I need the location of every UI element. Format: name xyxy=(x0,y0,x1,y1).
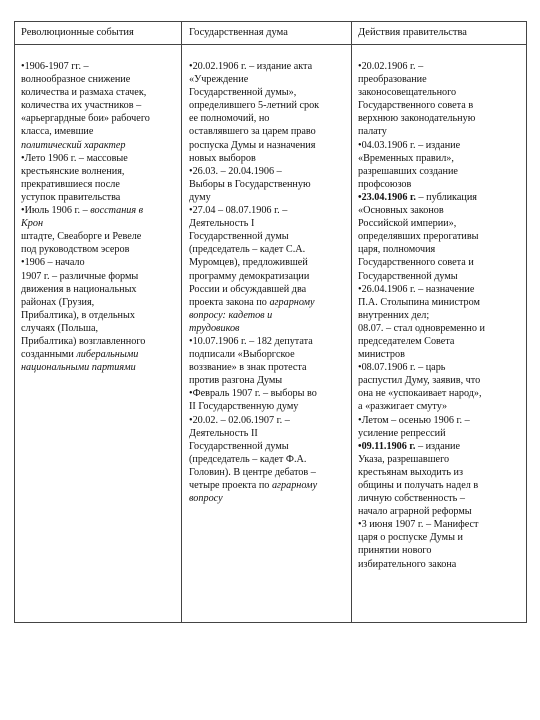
text-line xyxy=(189,309,319,322)
text-line xyxy=(189,270,319,283)
text-run: определявших прерогативы xyxy=(358,231,479,243)
text-run: II Государственную думу xyxy=(189,401,299,413)
text-line xyxy=(21,296,150,309)
text-line xyxy=(21,322,150,335)
text-run: либеральными xyxy=(76,349,139,361)
text-run: председателем Совета xyxy=(358,335,455,347)
text-run: •26.04.1906 г. – назначение xyxy=(358,283,475,295)
text-line xyxy=(189,191,319,204)
text-line xyxy=(358,217,485,230)
text-line xyxy=(358,335,485,348)
text-line xyxy=(189,217,319,230)
text-run: Государственной думы xyxy=(189,440,289,452)
text-line xyxy=(189,152,319,165)
text-line xyxy=(358,361,485,374)
text-line xyxy=(189,230,319,243)
text-run: новых выборов xyxy=(189,152,256,164)
text-run: усиление репрессий xyxy=(358,427,446,439)
text-line xyxy=(189,479,319,492)
text-line xyxy=(21,152,150,165)
text-run: волнообразное снижение xyxy=(21,74,131,86)
text-line xyxy=(189,348,319,361)
text-line xyxy=(189,243,319,256)
text-line xyxy=(21,178,150,191)
text-line xyxy=(189,466,319,479)
text-run: восстания в xyxy=(90,205,144,217)
text-line xyxy=(358,440,485,453)
text-run: – издание xyxy=(415,440,461,452)
text-line xyxy=(189,283,319,296)
text-run: •Летом – осенью 1906 г. – xyxy=(358,414,470,426)
text-line xyxy=(189,387,319,400)
text-run: внутренних дел; xyxy=(358,309,430,321)
text-line xyxy=(358,374,485,387)
text-run: •Февраль 1907 г. – выборы во xyxy=(189,388,317,400)
text-line xyxy=(358,112,485,125)
text-run: она не «успокаивает народ», xyxy=(358,388,482,400)
text-line xyxy=(189,60,319,73)
text-run: «Временных правил», xyxy=(358,152,454,164)
text-run: «арьергардные бои» рабочего xyxy=(21,113,150,125)
text-line xyxy=(358,453,485,466)
text-run: Выборы в Государственную xyxy=(189,178,311,190)
text-line xyxy=(358,387,485,400)
text-run: •23.04.1906 г. xyxy=(358,191,416,203)
text-line xyxy=(358,296,485,309)
text-run: количества их участников – xyxy=(21,100,142,112)
text-run: а «разжигает смуту» xyxy=(358,401,448,413)
text-run: аграрному xyxy=(271,480,318,491)
text-run: распустил Думу, заявив, что xyxy=(358,375,481,387)
text-line xyxy=(21,230,150,243)
text-run: •04.03.1906 г. – издание xyxy=(358,139,461,151)
text-line xyxy=(189,414,319,427)
text-line xyxy=(189,178,319,191)
text-line xyxy=(189,125,319,138)
text-line xyxy=(358,86,485,99)
text-line xyxy=(21,112,150,125)
text-run: •Июль 1906 г. – xyxy=(21,205,91,217)
text-line xyxy=(21,139,150,152)
column-divider xyxy=(351,22,352,622)
text-run: царя, полномочия xyxy=(358,244,436,256)
text-run: Прибалтика) возглавленного xyxy=(21,335,146,347)
text-line xyxy=(358,309,485,322)
text-line xyxy=(189,204,319,217)
text-line xyxy=(358,505,485,518)
text-line xyxy=(21,217,150,230)
text-line xyxy=(21,191,150,204)
text-line xyxy=(189,165,319,178)
text-run: четыре проекта по xyxy=(189,480,272,491)
history-table xyxy=(14,21,527,623)
text-line xyxy=(21,243,150,256)
text-run: России и обсуждавшей два xyxy=(189,283,307,295)
text-line xyxy=(358,99,485,112)
text-run: созданными xyxy=(21,349,77,361)
text-run: •1906 – начало xyxy=(21,257,85,269)
text-line xyxy=(21,125,150,138)
text-run: определившего 5-летний срок xyxy=(189,100,320,112)
text-line xyxy=(358,322,485,335)
text-line xyxy=(189,335,319,348)
text-run: избирательного закона xyxy=(358,558,457,570)
text-run: вопросу xyxy=(189,493,223,505)
text-run: министров xyxy=(358,349,405,361)
column-header: Революционные события xyxy=(21,27,134,38)
text-line xyxy=(358,544,485,557)
text-run: под руководством эсеров xyxy=(21,244,130,256)
column-body xyxy=(358,60,485,571)
text-run: •08.07.1906 г. – царь xyxy=(358,362,446,374)
text-run: законосовещательного xyxy=(358,87,457,99)
text-line xyxy=(358,230,485,243)
column-header: Государственная дума xyxy=(189,27,288,38)
text-run: думу xyxy=(189,191,211,203)
text-line xyxy=(21,283,150,296)
text-run: роспуска Думы и назначения xyxy=(189,139,316,151)
text-line xyxy=(358,531,485,544)
text-run: принятии нового xyxy=(358,545,432,557)
text-line xyxy=(358,60,485,73)
text-line xyxy=(358,204,485,217)
text-run: Муромцев), предложившей xyxy=(189,257,308,269)
text-line xyxy=(358,427,485,440)
text-run: Прибалтика), в отдельных xyxy=(21,309,135,321)
text-run: программу демократизации xyxy=(189,270,310,282)
text-run: царя о роспуске Думы и xyxy=(358,532,463,544)
text-run: крестьянские волнения, xyxy=(21,165,125,177)
text-line xyxy=(358,466,485,479)
text-line xyxy=(358,191,485,204)
text-run: Государственного совета в xyxy=(358,100,474,112)
text-run: воззвание» в знак протеста xyxy=(189,362,307,374)
text-run: •20.02.1906 г. – издание акта xyxy=(189,61,313,72)
text-line xyxy=(189,86,319,99)
text-line xyxy=(358,492,485,505)
text-line xyxy=(189,440,319,453)
text-run: 1907 г. – различные формы xyxy=(21,270,139,282)
text-run: движения в национальных xyxy=(21,283,137,295)
text-run: подписали «Выборгское xyxy=(189,349,295,361)
text-line xyxy=(358,73,485,86)
text-line xyxy=(21,256,150,269)
text-run: личную собственность – xyxy=(358,493,465,505)
text-run: класса, имевшие xyxy=(21,126,94,138)
text-line xyxy=(189,99,319,112)
text-run: Деятельность I xyxy=(189,218,255,230)
column-divider xyxy=(181,22,182,622)
text-run: (председатель – кадет Ф.А. xyxy=(189,453,307,465)
text-line xyxy=(358,256,485,269)
text-line xyxy=(189,256,319,269)
text-run: преобразование xyxy=(358,74,427,86)
text-line xyxy=(189,112,319,125)
text-line xyxy=(189,139,319,152)
text-run: •10.07.1906 г. – 182 депутата xyxy=(189,335,313,347)
text-line xyxy=(358,270,485,283)
text-line xyxy=(189,374,319,387)
text-run: Указа, разрешавшего xyxy=(358,453,450,465)
text-run: 08.07. – стал одновременно и xyxy=(358,322,485,334)
text-run: •20.02.1906 г. – xyxy=(358,61,424,72)
text-line xyxy=(21,348,150,361)
text-run: Деятельность II xyxy=(189,427,258,439)
text-run: количества и размаха стачек, xyxy=(21,87,147,99)
text-line xyxy=(21,270,150,283)
text-run: случаях (Польша, xyxy=(21,322,99,334)
text-run: крестьянам выходить из xyxy=(358,466,464,478)
column-header: Действия правительства xyxy=(358,27,467,38)
text-line xyxy=(21,204,150,217)
text-line xyxy=(21,86,150,99)
text-line xyxy=(189,296,319,309)
text-line xyxy=(358,139,485,152)
text-run: Крон xyxy=(21,218,44,230)
text-line xyxy=(189,73,319,86)
text-line xyxy=(21,361,150,374)
text-line xyxy=(358,400,485,413)
text-run: •3 июня 1907 г. – Манифест xyxy=(358,519,479,531)
text-line xyxy=(189,453,319,466)
text-run: верхнюю законодательную xyxy=(358,113,476,125)
text-run: Государственной думы xyxy=(189,231,289,243)
text-run: •27.04 – 08.07.1906 г. – xyxy=(189,205,288,217)
text-run: штадте, Свеаборге и Ревеле xyxy=(21,231,142,243)
text-line xyxy=(358,479,485,492)
text-run: – публикация xyxy=(415,191,477,203)
text-run: •20.02. – 02.06.1907 г. – xyxy=(189,414,290,426)
text-run: вопросу: кадетов и xyxy=(189,309,273,321)
text-line xyxy=(21,99,150,112)
text-line xyxy=(189,427,319,440)
text-line xyxy=(189,361,319,374)
text-run: Государственной думы xyxy=(358,270,458,282)
text-run: политический характер xyxy=(21,139,126,151)
text-line xyxy=(21,60,150,73)
text-line xyxy=(358,558,485,571)
text-run: •1906-1907 гг. – xyxy=(21,61,89,72)
text-run: районах (Грузия, xyxy=(21,296,95,308)
text-line xyxy=(358,348,485,361)
text-run: палату xyxy=(358,126,387,138)
text-run: оставлявшего за царем право xyxy=(189,126,316,138)
text-run: •09.11.1906 г. xyxy=(358,440,416,452)
column-body xyxy=(21,60,150,374)
text-line xyxy=(358,152,485,165)
text-line xyxy=(189,400,319,413)
text-run: аграрному xyxy=(269,296,315,308)
column-body xyxy=(189,60,319,505)
text-line xyxy=(358,243,485,256)
text-run: «Основных законов xyxy=(358,205,444,217)
text-run: «Учреждение xyxy=(189,74,249,86)
text-line xyxy=(21,309,150,322)
text-run: •Лето 1906 г. – массовые xyxy=(21,152,128,164)
text-line xyxy=(21,165,150,178)
text-run: проекта закона по xyxy=(189,296,270,308)
text-line xyxy=(358,518,485,531)
text-run: Государственной думы», xyxy=(189,87,297,99)
text-line xyxy=(358,165,485,178)
text-run: П.А. Столыпина министром xyxy=(358,296,480,308)
text-line xyxy=(358,414,485,427)
text-run: общины и получать надел в xyxy=(358,480,479,491)
text-run: уступок правительства xyxy=(21,191,121,203)
text-run: профсоюзов xyxy=(358,178,412,190)
text-line xyxy=(358,178,485,191)
text-run: Головин). В центре дебатов – xyxy=(189,466,316,478)
text-run: •26.03. – 20.04.1906 – xyxy=(189,165,282,177)
text-line xyxy=(358,125,485,138)
text-line xyxy=(21,335,150,348)
text-run: начало аграрной реформы xyxy=(358,506,472,518)
text-run: разрешавших создание xyxy=(358,165,458,177)
text-run: (председатель – кадет С.А. xyxy=(189,244,306,256)
text-run: ее полномочий, но xyxy=(189,113,270,125)
text-run: трудовиков xyxy=(189,322,240,334)
text-run: Российской империи», xyxy=(358,218,457,230)
text-run: прекратившиеся после xyxy=(21,178,120,190)
text-run: национальными партиями xyxy=(21,362,136,374)
text-line xyxy=(189,322,319,335)
text-line xyxy=(189,492,319,505)
text-line xyxy=(21,73,150,86)
text-run: против разгона Думы xyxy=(189,375,283,387)
text-run: Государственного совета и xyxy=(358,257,474,269)
text-line xyxy=(358,283,485,296)
